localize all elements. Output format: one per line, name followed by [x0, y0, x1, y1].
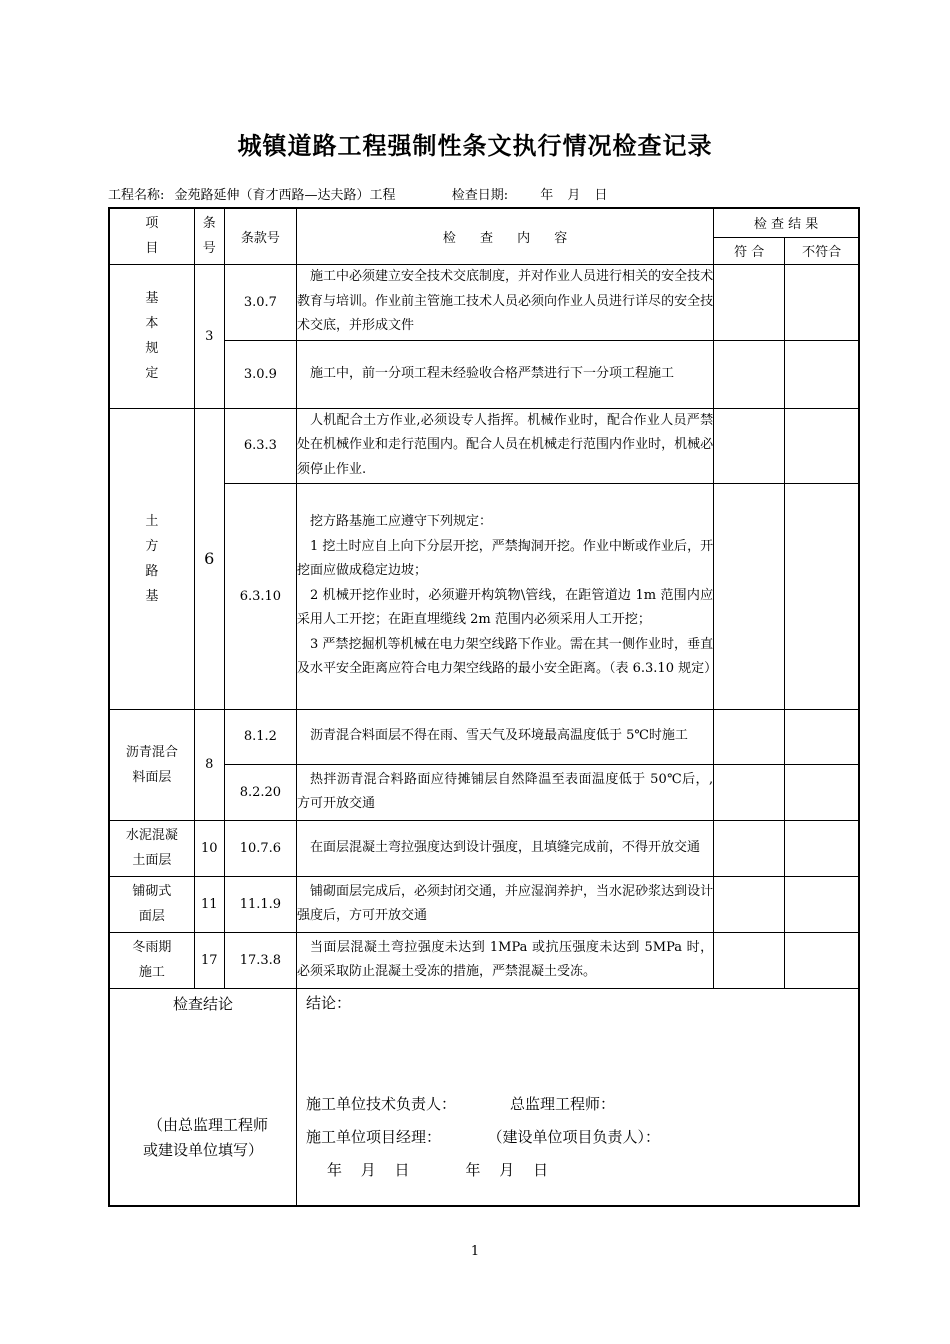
page-title: 城镇道路工程强制性条文执行情况检查记录: [237, 131, 713, 160]
conclusion-title: 检查结论: [172, 994, 233, 1013]
conclusion-note-2: 或建设单位填写）: [142, 1140, 263, 1159]
conform-cell[interactable]: [714, 340, 785, 408]
conclusion-row: [109, 988, 859, 1206]
section-clause: 8: [194, 709, 224, 820]
conform-cell[interactable]: [714, 483, 785, 709]
conform-cell[interactable]: [714, 764, 785, 820]
clause-text: 施工中必须建立安全技术交底制度，并对作业人员进行相关的安全技术教育与培训。作业前主管施工技术人员必须向作业人员进行详尽的安全技术交底，并形成文件: [296, 269, 714, 334]
section-item: [109, 408, 194, 709]
clause-content: [296, 408, 713, 483]
header-meta: [108, 184, 607, 203]
section-item-text: 铺砌式: [132, 884, 172, 899]
section-clause: 3: [194, 264, 224, 408]
section-item-text: 土: [145, 513, 159, 529]
section-item-text: 冬雨期: [132, 940, 172, 955]
table-row: [109, 932, 859, 988]
section-item-text: 基: [145, 291, 159, 306]
conform-cell[interactable]: [714, 264, 785, 340]
clause-content: [296, 876, 713, 932]
conclusion-note-1: （由总监理工程师: [147, 1115, 268, 1134]
clause-number: 6.3.10: [224, 483, 296, 709]
table-row: [109, 876, 859, 932]
clause-text: 施工中，前一分项工程未经验收合格严禁进行下一分项工程施工: [309, 365, 674, 381]
clause-content: [296, 264, 713, 340]
header-clause: 条 号: [194, 208, 224, 264]
conclusion-right: [296, 988, 859, 1206]
section-item: [109, 709, 194, 820]
inspection-table: [108, 207, 860, 1207]
nonconform-cell[interactable]: [785, 264, 859, 340]
clause-text: 热拌沥青混合料路面应待摊铺层自然降温至表面温度低于 50℃后，,方可开放交通: [296, 771, 714, 811]
nonconform-cell[interactable]: [785, 709, 859, 764]
clause-number: 10.7.6: [224, 820, 296, 876]
clause-text: 在面层混凝土弯拉强度达到设计强度，且填缝完成前，不得开放交通: [309, 839, 700, 855]
clause-number: 8.1.2: [224, 709, 296, 764]
clause-content: [296, 764, 713, 820]
header-clause-no: 条款号: [224, 208, 296, 264]
nonconform-cell[interactable]: [785, 483, 859, 709]
section-item-text: 规: [145, 341, 159, 356]
header-conform: 符 合: [714, 237, 785, 264]
clause-text: 铺砌面层完成后，必须封闭交通，并应湿润养护，当水泥砂浆达到设计强度后，方可开放交通: [296, 883, 714, 923]
section-item-text: 路: [145, 563, 159, 579]
section-clause: 10: [194, 820, 224, 876]
nonconform-cell[interactable]: [785, 408, 859, 483]
section-item-text: 施工: [138, 965, 165, 980]
clause-number: 3.0.9: [224, 340, 296, 408]
clause-line: 1 挖土时应自上向下分层开挖，严禁掏洞开挖。作业中断或作业后，开挖面应做成稳定边坡；: [296, 538, 714, 579]
clause-line: 3 严禁挖掘机等机械在电力架空线路下作业。需在其一侧作业时，垂直及水平安全距离应符合电力架空线路的最小安全距离。（表 6.3.10 规定）: [296, 636, 718, 677]
section-item-text: 基: [145, 588, 159, 604]
section-item-text: 面层: [138, 909, 165, 924]
section-clause: 6: [194, 408, 224, 709]
sign-date-2: 年 月 日: [465, 1160, 549, 1179]
section-item-text: 方: [145, 538, 159, 554]
table-row: [109, 264, 859, 340]
conclusion-left: [109, 988, 296, 1206]
section-item-text: 本: [145, 316, 159, 331]
conform-cell[interactable]: [714, 820, 785, 876]
table-row: [109, 709, 859, 764]
conform-cell[interactable]: [714, 876, 785, 932]
table-row: [109, 408, 859, 483]
chief-supervisor-label: 总监理工程师：: [510, 1094, 616, 1113]
section-item-text: 料面层: [132, 769, 172, 785]
section-item: [109, 932, 194, 988]
clause-content: [296, 340, 713, 408]
section-item-text: 定: [145, 366, 159, 381]
project-manager-label: 施工单位项目经理：: [305, 1127, 441, 1146]
clause-number: 17.3.8: [224, 932, 296, 988]
project-label: 工程名称:: [108, 188, 165, 203]
clause-number: 3.0.7: [224, 264, 296, 340]
project-name: 金苑路延伸（育才西路—达夫路）工程: [174, 188, 396, 203]
nonconform-cell[interactable]: [785, 876, 859, 932]
section-item: [109, 820, 194, 876]
table-row: [109, 820, 859, 876]
section-item-text: 沥青混合: [125, 744, 178, 760]
clause-text: 当面层混凝土弯拉强度未达到 1MPa 或抗压强度未达到 5MPa 时，必须采取防止混凝土受冻的措施，严禁混凝土受冻。: [296, 939, 714, 979]
clause-text: 人机配合土方作业,必须设专人指挥。机械作业时，配合作业人员严禁处在机械作业和走行范围内。配合人员在机械走行范围内作业时，机械必须停止作业.: [296, 412, 714, 477]
header-item: 项 目: [109, 208, 194, 264]
section-item-text: 水泥混凝: [125, 828, 178, 843]
section-clause: 11: [194, 876, 224, 932]
clause-text: 沥青混合料面层不得在雨、雪天气及环境最高温度低于 5℃时施工: [309, 728, 688, 744]
header-nonconform: 不符合: [785, 237, 859, 264]
clause-content: [296, 483, 718, 709]
page-number: 1: [470, 1244, 480, 1259]
header-result: 检 查 结 果: [714, 208, 859, 237]
conform-cell[interactable]: [714, 709, 785, 764]
nonconform-cell[interactable]: [785, 340, 859, 408]
conform-cell[interactable]: [714, 932, 785, 988]
tech-lead-label: 施工单位技术负责人：: [305, 1094, 456, 1113]
section-item: [109, 876, 194, 932]
conform-cell[interactable]: [714, 408, 785, 483]
clause-content: [296, 709, 713, 764]
clause-line: 挖方路基施工应遵守下列规定：: [309, 514, 492, 530]
nonconform-cell[interactable]: [785, 932, 859, 988]
header-content: 检 查 内 容: [296, 208, 713, 264]
clause-content: [296, 820, 713, 876]
section-clause: 17: [194, 932, 224, 988]
section-item: [109, 264, 194, 408]
clause-content: [296, 932, 713, 988]
conclusion-label: 结论：: [305, 993, 351, 1012]
nonconform-cell[interactable]: [785, 764, 859, 820]
clause-line: 2 机械开挖作业时，必须避开构筑物\管线，在距管道边 1m 范围内应采用人工开挖；在距直埋缆线 2m 范围内必须采用人工开挖；: [296, 587, 714, 628]
owner-lead-label: （建设单位项目负责人）：: [495, 1127, 661, 1146]
date-value: 年 月 日: [540, 188, 608, 203]
date-label: 检查日期:: [451, 188, 509, 203]
section-item-text: 土面层: [132, 853, 172, 868]
clause-number: 11.1.9: [224, 876, 296, 932]
sign-date-1: 年 月 日: [326, 1160, 410, 1179]
clause-number: 6.3.3: [224, 408, 296, 483]
clause-number: 8.2.20: [224, 764, 296, 820]
nonconform-cell[interactable]: [785, 820, 859, 876]
